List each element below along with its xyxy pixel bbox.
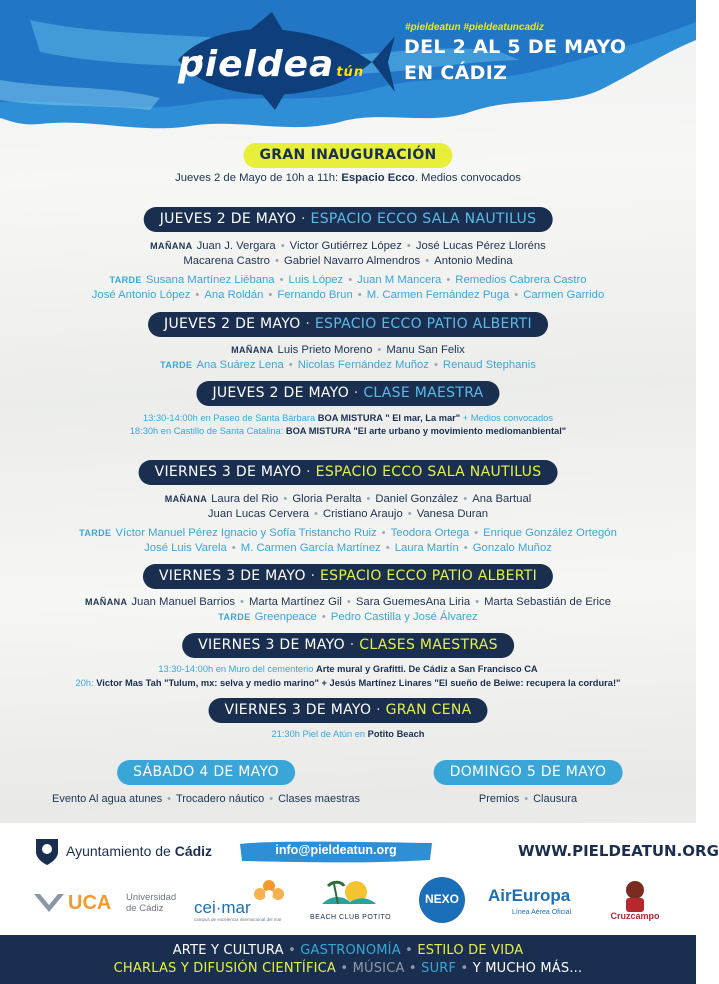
uca-logo: UCA <box>68 892 112 914</box>
section-header-jueves-clase-maestra: JUEVES 2 DE MAYO · CLASE MAESTRA <box>196 381 499 406</box>
email-link[interactable]: info@pieldeatun.org <box>275 843 397 857</box>
sunday-items: Premios • Clausura <box>478 793 578 805</box>
aireuropa-logo: AirEuropa <box>488 886 571 905</box>
s3-line-1: 13:30-14:00h en Paseo de Santa Bárbara BOA MISTURA " El mar, La mar" + Medios convocados <box>143 413 553 423</box>
section-header-viernes-alberti: VIERNES 3 DE MAYO · ESPACIO ECCO PATIO ALBERTI <box>143 564 553 589</box>
s7-line-1: 21:30h Piel de Atún en Potito Beach <box>271 729 425 739</box>
website-link[interactable]: WWW.PIELDEATUN.ORG <box>518 842 719 860</box>
s4-manana-row-1: MAÑANA Laura del Rio • Gloria Peralta • Daniel González • Ana Bartual <box>164 493 532 505</box>
cruzcampo-logo: Cruzcampo <box>610 911 660 921</box>
saturday-header: SÁBADO 4 DE MAYO <box>117 760 295 785</box>
ayuntamiento-cadiz-logo: Ayuntamiento de Cádiz <box>66 843 213 859</box>
logo-text: pieldea <box>178 44 335 85</box>
uca-emblem-icon <box>32 890 66 916</box>
sunday-header: DOMINGO 5 DE MAYO <box>434 760 623 785</box>
nexo-logo: NEXO <box>424 892 459 906</box>
saturday-items: Evento Al agua atunes • Trocadero náutico • Clases maestras <box>52 793 360 805</box>
event-dates: DEL 2 AL 5 DE MAYO <box>404 36 627 58</box>
s2-manana-row: MAÑANA Luis Prieto Moreno • Manu San Felix <box>231 344 465 356</box>
cruzcampo-figure-icon <box>612 878 658 914</box>
event-city: EN CÁDIZ <box>404 62 508 84</box>
hashtags: #pieldeatun #pieldeatuncadiz <box>405 22 544 33</box>
section-header-viernes-clases-maestras: VIERNES 3 DE MAYO · CLASES MAESTRAS <box>182 633 514 658</box>
ceimar-flower-icon <box>250 878 288 906</box>
s2-tarde-row: TARDE Ana Suárez Lena • Nicolas Fernández Muñoz • Renaud Stephanis <box>160 359 536 371</box>
ceimar-subtitle: campus de excelencia internacional del mar <box>194 917 282 922</box>
s1-tarde-row-1: TARDE Susana Martínez Liébana • Luis López • Juan M Mancera • Remedios Cabrera Castro <box>109 274 587 286</box>
bottom-row-2: CHARLAS Y DIFUSIÓN CIENTÍFICA • MÚSICA • SURF • Y MUCHO MÁS... <box>113 961 583 976</box>
inauguration-title: GRAN INAUGURACIÓN <box>243 143 452 168</box>
logo-suffix: tún <box>336 65 365 80</box>
s4-tarde-row-2: José Luis Varela • M. Carmen García Martínez • Laura Martín • Gonzalo Muñoz <box>144 542 552 554</box>
s5-manana-row: MAÑANA Juan Manuel Barrios • Marta Martínez Gil • Sara GuemesAna Liria • Marta Sebastián de Erice <box>85 596 611 608</box>
uca-subtitle: Universidad de Cádiz <box>126 892 177 914</box>
s4-tarde-row-1: TARDE Víctor Manuel Pérez Ignacio y Sofía Tristancho Ruiz • Teodora Ortega • Enrique González Ortegón <box>79 527 617 539</box>
aireuropa-subtitle: Línea Aérea Oficial <box>512 909 572 916</box>
bottom-row-1: ARTE Y CULTURA • GASTRONOMÍA • ESTILO DE VIDA <box>172 943 524 958</box>
s6-line-1: 13:30-14:00h en Muro del cementerio Arte mural y Grafitti. De Cádiz a San Francisco CA <box>158 664 538 674</box>
section-header-viernes-gran-cena: VIERNES 3 DE MAYO · GRAN CENA <box>209 698 488 723</box>
inauguration-info: Jueves 2 de Mayo de 10h a 11h: Espacio Ecco. Medios convocados <box>175 172 521 184</box>
s4-manana-row-2: Juan Lucas Cervera • Cristiano Araujo • Vanesa Duran <box>207 508 489 520</box>
section-header-jueves-nautilus: JUEVES 2 DE MAYO · ESPACIO ECCO SALA NAUTILUS <box>144 207 553 232</box>
section-header-viernes-nautilus: VIERNES 3 DE MAYO · ESPACIO ECCO SALA NAUTILUS <box>139 460 558 485</box>
beach-club-potito-logo-icon <box>320 876 378 914</box>
section-header-jueves-alberti: JUEVES 2 DE MAYO · ESPACIO ECCO PATIO ALBERTI <box>148 312 548 337</box>
s1-manana-row-2: Macarena Castro • Gabriel Navarro Almendros • Antonio Medina <box>183 255 513 267</box>
logo-pieldeatun <box>178 44 364 85</box>
s1-manana-row-1: MAÑANA Juan J. Vergara • Victor Gutiérrez López • José Lucas Pérez Lloréns <box>150 240 546 252</box>
beach-club-potito-text: BEACH CLUB POTITO <box>310 914 392 921</box>
s6-line-2: 20h: Victor Mas Tah "Tulum, mx: selva y medio marino" + Jesús Martínez Linares "El sueño de Beiwe: recupera la cordura!" <box>75 678 621 688</box>
s5-tarde-row: TARDE Greenpeace • Pedro Castilla y José Álvarez <box>218 611 478 623</box>
cadiz-coat-of-arms-icon <box>34 836 60 866</box>
s1-tarde-row-2: José Antonio López • Ana Roldán • Fernando Brun • M. Carmen Fernández Puga • Carmen Garrido <box>91 289 605 301</box>
ceimar-logo: cei·mar <box>194 898 251 917</box>
s3-line-2: 18:30h en Castillo de Santa Catalina: BOA MISTURA "El arte urbano y movimiento mediomanbiental" <box>129 426 567 436</box>
